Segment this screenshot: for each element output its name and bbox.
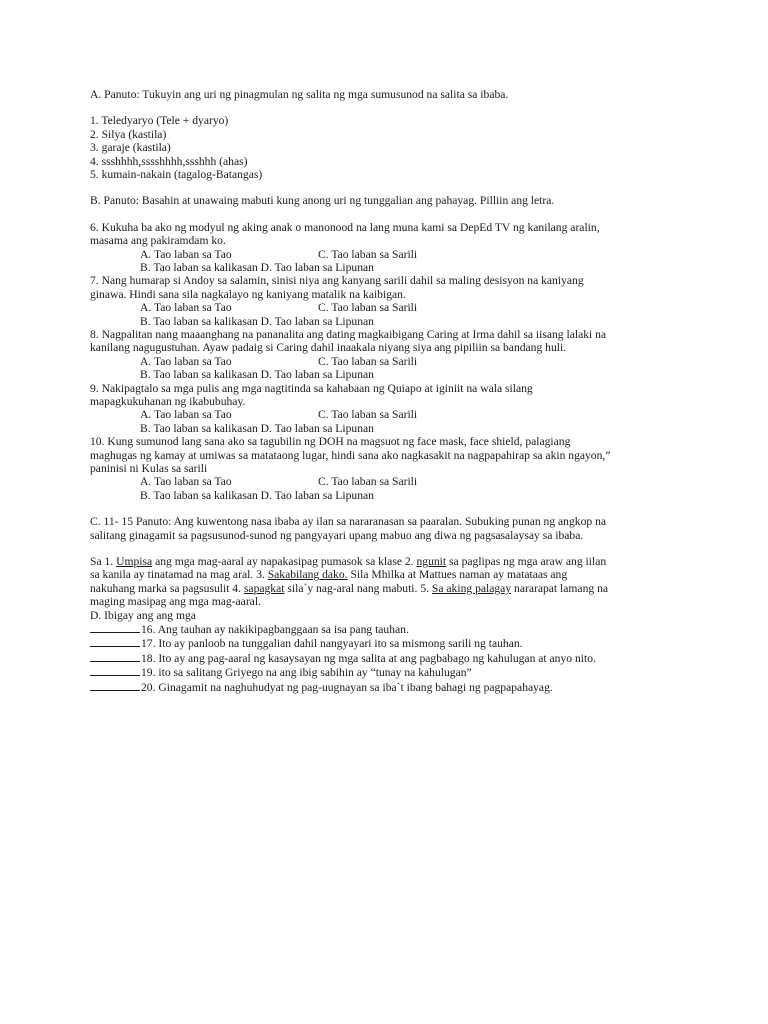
story-text: sa kanila ay tinatamad na mag aral. 3. <box>90 568 268 582</box>
choice-c: C. Tao laban sa Sarili <box>318 475 418 489</box>
answer-blank[interactable] <box>90 665 140 676</box>
choices-row-ac <box>90 301 690 314</box>
section-d-instruction: D. Ibigay ang ang mga <box>90 608 196 622</box>
section-a-item: 4. ssshhhh,sssshhhh,ssshhh (ahas) <box>90 154 248 168</box>
question-9-line: mapagkukuhanan ng ikabubuhay. <box>90 395 246 409</box>
choice-bd: B. Tao laban sa kalikasan D. Tao laban sa Lipunan <box>140 421 374 435</box>
choice-a: A. Tao laban sa Tao <box>140 301 232 315</box>
choices-row-ac <box>90 248 690 261</box>
question-7-line: 7. Nang humarap si Andoy sa salamin, sinisi niya ang kanyang sarili dahil sa maling desisyon na kaniyang <box>90 274 584 288</box>
choice-bd: B. Tao laban sa kalikasan D. Tao laban sa Lipunan <box>140 261 374 275</box>
section-a-item: 3. garaje (kastila) <box>90 141 171 155</box>
section-d-item: 19. ito sa salitang Griyego na ang ibig sabihin ay “tunay na kahulugan” <box>90 665 690 679</box>
answer-word-2: ngunit <box>416 555 447 569</box>
story-line <box>90 582 690 595</box>
choice-bd: B. Tao laban sa kalikasan D. Tao laban sa Lipunan <box>140 314 374 328</box>
choices-row-ac <box>90 408 690 421</box>
story-text: nakuhang marka sa pagsusulit 4. <box>90 581 244 595</box>
story-line <box>90 568 690 581</box>
section-a-item: 1. Teledyaryo (Tele + dyaryo) <box>90 114 229 128</box>
question-10-line: 10. Kung sumunod lang sana ako sa tagubilin ng DOH na magsuot ng face mask, face shield, palagiang <box>90 435 571 449</box>
story-line <box>90 555 690 568</box>
choice-c: C. Tao laban sa Sarili <box>318 408 418 422</box>
choice-a: A. Tao laban sa Tao <box>140 247 232 261</box>
choices-row-ac <box>90 355 690 368</box>
section-d-item: 20. Ginagamit na naghuhudyat ng pag-uugnayan sa iba`t ibang bahagi ng pagpapahayag. <box>90 680 690 694</box>
section-d-item: 16. Ang tauhan ay nakikipagbanggaan sa isa pang tauhan. <box>90 622 690 636</box>
choice-a: A. Tao laban sa Tao <box>140 475 232 489</box>
choices-row-ac <box>90 475 690 488</box>
choice-a: A. Tao laban sa Tao <box>140 354 232 368</box>
question-10-line: paninisi ni Kulas sa sarili <box>90 462 208 476</box>
answer-blank[interactable] <box>90 680 140 691</box>
question-8-line: kanilang nagugustuhan. Ayaw padaig si Caring dahil inaakala niyang siya ang pipiliin sa bandang huli. <box>90 341 567 355</box>
question-7-line: ginawa. Hindi sana sila nagkalayo ng kaniyang matalik na kaibigan. <box>90 287 406 301</box>
question-6-line: masama ang pakiramdam ko. <box>90 234 226 248</box>
choice-bd: B. Tao laban sa kalikasan D. Tao laban sa Lipunan <box>140 488 374 502</box>
section-a-item: 2. Silya (kastila) <box>90 127 167 141</box>
choices-row-bd <box>90 422 690 435</box>
choices-row-bd <box>90 489 690 502</box>
choices-row-bd <box>90 315 690 328</box>
question-9-line: 9. Nakipagtalo sa mga pulis ang mga nagtitinda sa kahabaan ng Quiapo at iginiit na wala silang <box>90 381 533 395</box>
story-text: Sa 1. <box>90 555 117 569</box>
answer-word-4: sapagkat <box>243 581 285 595</box>
answer-word-1: Umpisa <box>116 555 153 569</box>
answer-blank[interactable] <box>90 636 140 647</box>
choice-c: C. Tao laban sa Sarili <box>318 247 418 261</box>
section-b-instruction: B. Panuto: Basahin at unawaing mabuti kung anong uri ng tunggalian ang pahayag. Pilliin ang letra. <box>90 194 555 208</box>
choice-bd: B. Tao laban sa kalikasan D. Tao laban sa Lipunan <box>140 368 374 382</box>
section-d-item: 17. Ito ay panloob na tunggalian dahil nangyayari ito sa mismong sarili ng tauhan. <box>90 636 690 650</box>
answer-word-3: Sakabilang dako. <box>267 568 348 582</box>
choices-row-bd <box>90 261 690 274</box>
choice-c: C. Tao laban sa Sarili <box>318 301 418 315</box>
choice-c: C. Tao laban sa Sarili <box>318 354 418 368</box>
section-a-instruction: A. Panuto: Tukuyin ang uri ng pinagmulan ng salita ng mga sumusunod na salita sa ibaba. <box>90 88 509 101</box>
section-c-instruction: salitang ginagamit sa pagsusunod-sunod ng pangyayari upang mabuo ang diwa ng pagsasalaysay sa ibaba. <box>90 528 584 542</box>
section-d-item: 18. Ito ay ang pag-aaral ng kasaysayan ng mga salita at ang pagbabago ng kahulugan at anyo nito. <box>90 651 690 665</box>
answer-word-5: Sa aking palagay <box>431 581 512 595</box>
story-text: Sila Mhilka at Mattues naman ay matataas ang <box>347 568 568 582</box>
answer-blank[interactable] <box>90 651 140 662</box>
choices-row-bd <box>90 368 690 381</box>
story-text: sa paglipas ng mga araw ang iilan <box>446 555 607 569</box>
answer-blank[interactable] <box>90 622 140 633</box>
story-text: sila`y nag-aral nang mabuti. 5. <box>284 581 432 595</box>
section-c-instruction: C. 11- 15 Panuto: Ang kuwentong nasa ibaba ay ilan sa nararanasan sa paaralan. Subuking punan ng angkop na <box>90 515 607 529</box>
question-8-line: 8. Nagpalitan nang maaanghang na pananalita ang dating magkaibigang Caring at Irma dahil sa iisang lalaki na <box>90 328 607 342</box>
story-line: maging masipag ang mga mag-aaral. <box>90 595 261 609</box>
story-text: nararapat lamang na <box>511 581 609 595</box>
choice-a: A. Tao laban sa Tao <box>140 408 232 422</box>
worksheet-body <box>90 88 690 694</box>
question-6-line: 6. Kukuha ba ako ng modyul ng aking anak o manonood na lang muna kami sa DepEd TV ng kanilang aralin, <box>90 220 600 234</box>
story-text: ang mga mag-aaral ay napakasipag pumasok sa klase 2. <box>152 555 417 569</box>
question-10-line: maghugas ng kamay at umiwas sa matataong lugar, hindi sana ako nagkasakit na nagpapahirap sa akin ngayon,” <box>90 448 611 462</box>
section-a-item: 5. kumain-nakain (tagalog-Batangas) <box>90 168 263 182</box>
